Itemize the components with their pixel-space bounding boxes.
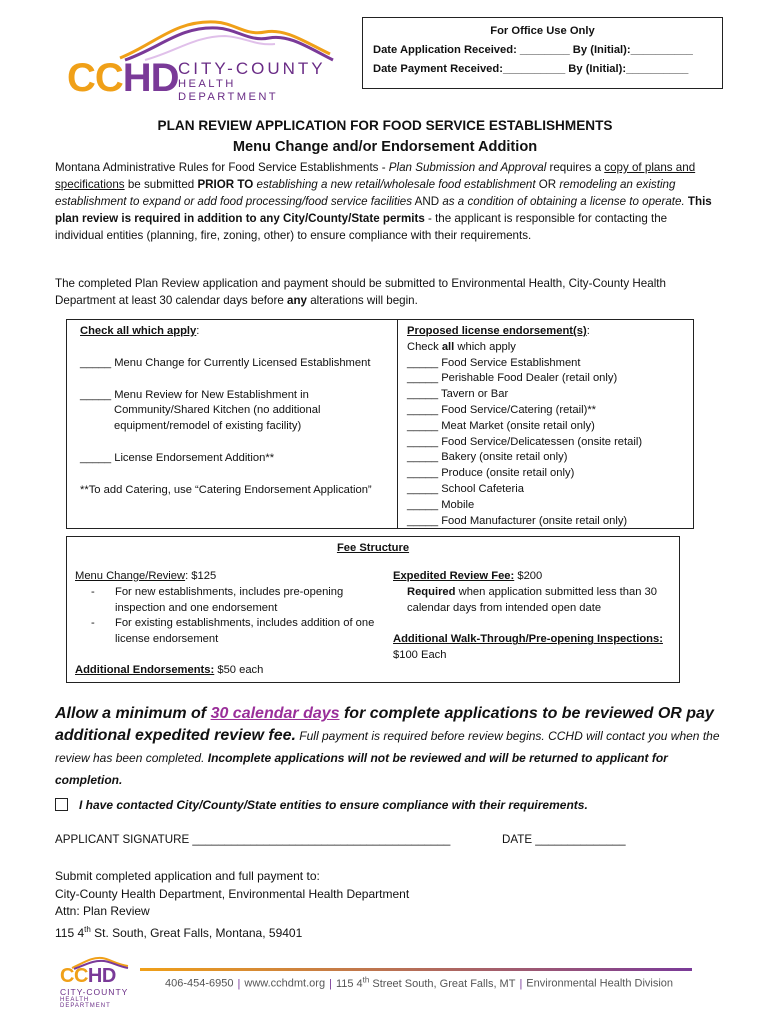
date-field[interactable]: DATE ______________ xyxy=(502,833,626,846)
endorsement-item[interactable]: _____ Food Service/Catering (retail)** xyxy=(407,403,597,416)
compliance-label: I have contacted City/County/State entities to ensure compliance with their requirements. xyxy=(79,798,588,812)
fee-right-column xyxy=(393,569,675,664)
fee-structure-box xyxy=(66,536,680,683)
logo-abbrev: CCHD xyxy=(67,56,179,100)
apply-heading: Check all which apply: xyxy=(80,325,200,337)
fee-bullet: - For new establishments, includes pre-opening inspection and one endorsement xyxy=(91,585,344,614)
option-menu-change[interactable]: _____ Menu Change for Currently Licensed Establishment xyxy=(80,356,371,369)
expedited-fee: Expedited Review Fee: $200 xyxy=(393,570,543,582)
mountain-logo-icon xyxy=(115,14,335,62)
endorsement-item[interactable]: _____ Bakery (onsite retail only) xyxy=(407,451,568,464)
menu-change-fee: Menu Change/Review: $125 xyxy=(75,570,217,582)
footer-phone: 406-454-6950 xyxy=(165,977,234,990)
apply-options-column xyxy=(80,324,390,499)
logo-wordmark xyxy=(178,60,335,105)
endorsement-item[interactable]: _____ Meat Market (onsite retail only) xyxy=(407,419,595,432)
compliance-confirmation xyxy=(55,798,588,812)
footer-address: 115 4th Street South, Great Falls, MT xyxy=(335,975,516,990)
endorsement-item[interactable]: _____ Food Manufacturer (onsite retail only) xyxy=(407,514,628,527)
submit-line: Submit completed application and full payment to: xyxy=(55,869,320,883)
office-payment-received: Date Payment Received:__________ By (Initial):__________ xyxy=(373,63,689,75)
office-date-received: Date Application Received: ________ By (Initial):__________ xyxy=(373,44,693,56)
footer-division: Environmental Health Division xyxy=(526,977,674,990)
endorsement-options-column xyxy=(407,324,687,529)
walkthrough-fee-label: Additional Walk-Through/Pre-opening Inspections: xyxy=(393,633,663,646)
applicant-signature-field[interactable]: APPLICANT SIGNATURE ________________________________________ xyxy=(55,833,451,846)
endorsement-heading: Proposed license endorsement(s): xyxy=(407,325,590,337)
submission-paragraph: The completed Plan Review application and payment should be submitted to Environmental Health, City-County Health Department at least 30 calendar days before any alterations will begin. xyxy=(55,277,666,307)
fee-bullet: - For existing establishments, includes addition of one license endorsement xyxy=(91,617,375,646)
fee-left-column xyxy=(75,569,375,648)
footer-logo-abbrev: CCHD xyxy=(60,965,116,987)
expedited-required: Required when application submitted less than 30 calendar days from intended open date xyxy=(407,585,658,614)
page-subtitle: Menu Change and/or Endorsement Addition xyxy=(232,139,538,155)
logo-line2: HEALTH DEPARTMENT xyxy=(178,77,279,104)
intro-paragraph: Montana Administrative Rules for Food Service Establishments - Plan Submission and Approval requires a copy of plans and specifications be submitted PRIOR TO establishing a new retail/wholesale food establishment OR remodeling an existing establishment to expand or add food processing/food service facilities AND as a condition of obtaining a license to operate. This plan review is required in addition to any City/County/State permits - the applicant is responsible for contacting the individual entities (planning, fire, zoning, other) to ensure compliance with their requirements. xyxy=(55,161,712,242)
footer-contact: 406-454-6950 | www.cchdmt.org | 115 4th Street South, Great Falls, MT | Environmental Health Division xyxy=(165,975,674,990)
footer-divider xyxy=(140,968,692,971)
walkthrough-fee-value: $100 Each xyxy=(393,649,447,662)
endorsement-item[interactable]: _____ Tavern or Bar xyxy=(407,388,509,401)
option-menu-review[interactable]: _____ Menu Review for New Establishment in Community/Shared Kitchen (no additional equipment/remodel of existing facility) xyxy=(80,388,321,433)
application-options-table xyxy=(66,319,694,529)
endorsement-item[interactable]: _____ School Cafeteria xyxy=(407,482,524,495)
logo-line1: CITY-COUNTY xyxy=(178,59,326,78)
catering-note: **To add Catering, use “Catering Endorsement Application” xyxy=(80,483,372,496)
endorsement-item[interactable]: _____ Produce (onsite retail only) xyxy=(407,467,575,480)
compliance-checkbox[interactable] xyxy=(55,798,68,811)
endorsement-item[interactable]: _____ Food Service Establishment xyxy=(407,356,581,369)
office-heading: For Office Use Only xyxy=(490,25,595,37)
footer-logo xyxy=(60,962,130,1010)
endorsement-subheading: Check all which apply xyxy=(407,340,516,353)
fee-title: Fee Structure xyxy=(336,542,410,554)
footer-logo-wordmark: CITY-COUNTY HEALTH DEPARTMENT xyxy=(60,987,129,1010)
review-time-notice: Allow a minimum of 30 calendar days for complete applications to be reviewed OR pay additional expedited review fee. Full payment is required before review begins. CCHD will contact you when the review has been completed. Incomplete applications will not be reviewed and will be returned to applicant for completion. xyxy=(55,705,720,787)
table-divider xyxy=(397,320,398,528)
page-title: PLAN REVIEW APPLICATION FOR FOOD SERVICE ESTABLISHMENTS xyxy=(157,118,613,133)
additional-endorsements-fee: Additional Endorsements: $50 each xyxy=(75,664,264,676)
endorsement-item[interactable]: _____ Food Service/Delicatessen (onsite retail) xyxy=(407,435,643,448)
submit-line: City-County Health Department, Environmental Health Department xyxy=(55,886,410,901)
endorsement-item[interactable]: _____ Perishable Food Dealer (retail only) xyxy=(407,372,618,385)
signature-row xyxy=(55,833,695,846)
option-license-endorsement[interactable]: _____ License Endorsement Addition** xyxy=(80,451,275,464)
endorsement-item[interactable]: _____ Mobile xyxy=(407,498,475,511)
thirty-days-link[interactable]: 30 calendar days xyxy=(210,705,340,722)
submit-line: 115 4th St. South, Great Falls, Montana, 59401 xyxy=(55,924,303,940)
office-use-box xyxy=(362,17,723,89)
footer-website[interactable]: www.cchdmt.org xyxy=(244,977,326,990)
cchd-logo xyxy=(65,14,335,104)
submit-address xyxy=(55,868,409,942)
submit-line: Attn: Plan Review xyxy=(55,904,150,918)
